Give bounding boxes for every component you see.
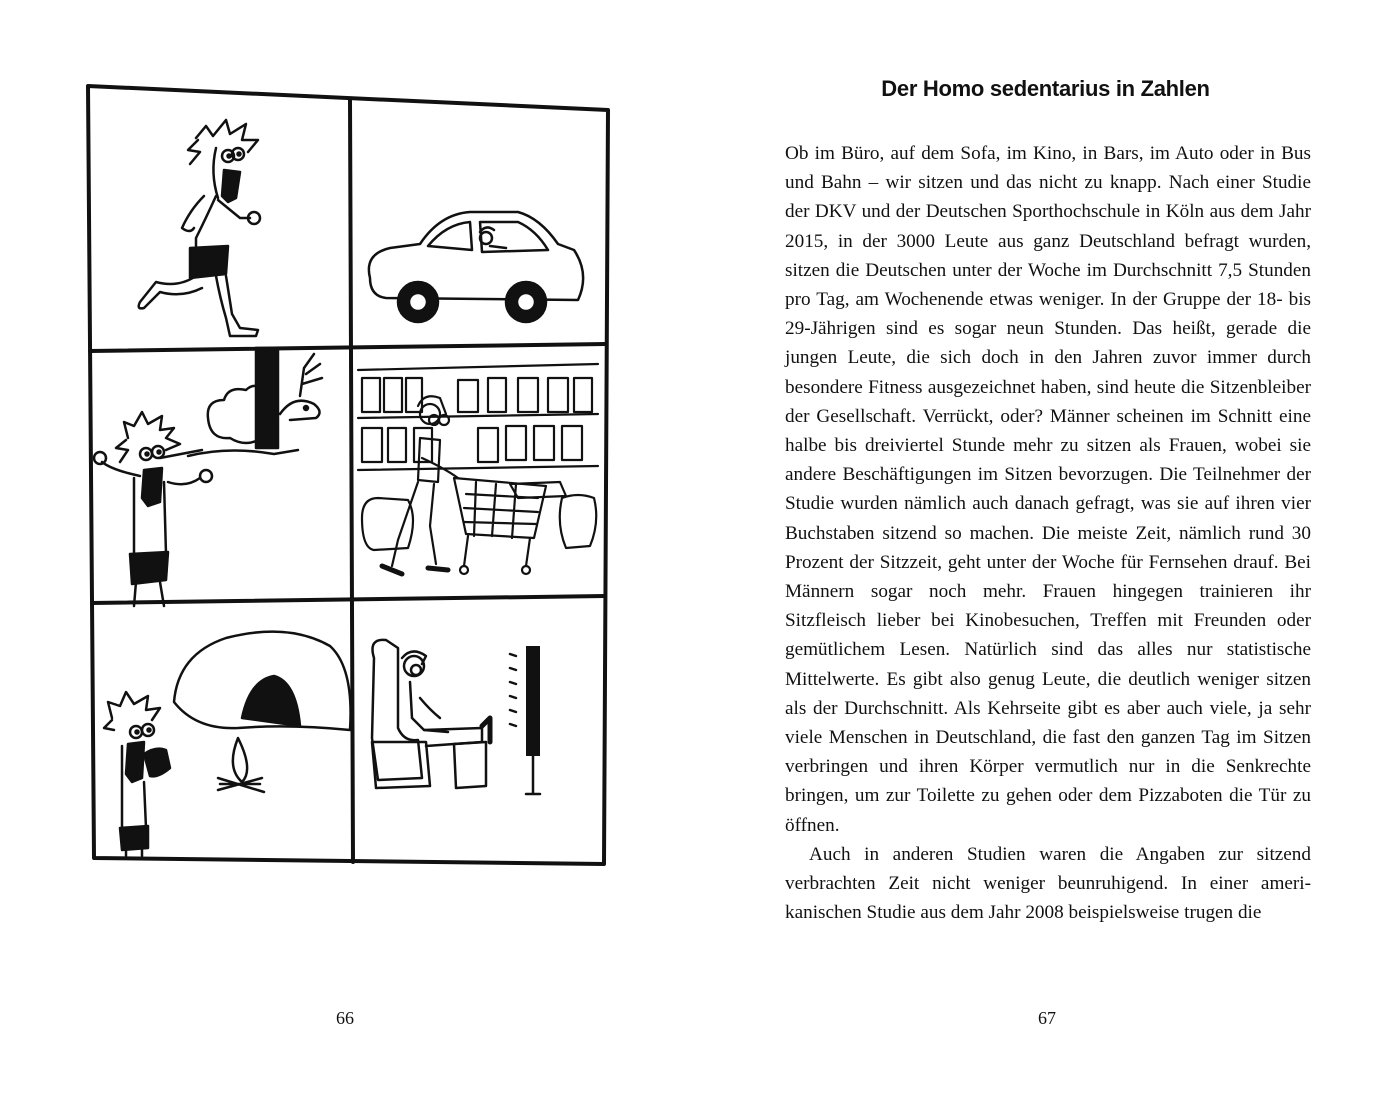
comic-illustration [78, 78, 618, 878]
page-number-right: 67 [1038, 1008, 1056, 1028]
chapter-heading: Der Homo sedentarius in Zahlen [881, 76, 1210, 101]
panel-caveman-at-campfire [104, 632, 351, 856]
panel-driver-in-car [369, 212, 583, 322]
panel-caveman-hunting-deer [94, 348, 322, 606]
paragraph-1: Ob im Büro, auf dem Sofa, im Kino, in Bars, im Auto oder in Bus und Bahn – wir sitzen und das nicht zu knapp. Nach einer Studie der DKV und der Deutschen Sporthochschule in Köln aus dem Jahr 2015, in der 3000 Leute aus ganz Deutschland befragt wurden, sitzen die Deutschen unter der Woche im Durchschnitt 7,5 Stunden pro Tag, am Wochenende etwas weniger. In der Gruppe der 18- bis 29-Jährigen sind es sogar neun Stunden. Das heißt, gerade die jungen Leute, die sich doch in den Jahren zuvor immer durch besondere Fitness ausgezeichnet haben, sind heute die Sitzenbleiber der Gesellschaft. Verrückt, oder? Männer scheinen im Schnitt eine halbe bis dreiviertel Stunde mehr zu sitzen als Frauen, wobei sie andere Beschäftigungen im Sitzen bevorzugen. Die Teilnehmer der Studie wurden nämlich auch danach gefragt, was sie auf ihren vier Buchstaben sitzend so machen. Die meiste Zeit, nämlich rund 30 Prozent der Sitzzeit, geht unter der Woche für Fernsehen drauf. Bei Männern sogar noch mehr. Frauen hingegen trainieren ihr Sitzfleisch lieber bei Kinobesuchen, Treffen mit Freunden oder gemütlichem Lesen. Natürlich sind das alles nur statistische Mittelwerte. Es gibt also genug Leute, die deutlich weniger sitzen als der Durchschnitt. Als Kehrseite gibt es aber auch viele, ja sehr viele Menschen in Deutschland, die fast den ganzen Tag im Sitzen verbringen und ihren Körper vermutlich nur in die Senkrechte bringen, um zur Toilette zu gehen oder dem Pizzaboten die Tür zu öffnen. [785, 143, 1311, 836]
panel-man-in-armchair-watching-tv [372, 640, 540, 794]
paragraph-2: Auch in anderen Studien waren die Angaben zur sitzend verbrachten Zeit nicht weniger beunruhigend. In einer amerikanischen Studie aus dem Jahr 2008 beispielsweise trugen die [785, 843, 1311, 924]
body-text [785, 139, 1311, 927]
right-page [697, 0, 1394, 1104]
page-number-left: 66 [336, 1008, 354, 1028]
panel-man-pushing-shopping-cart [358, 364, 598, 574]
panel-running-caveman [139, 120, 260, 336]
